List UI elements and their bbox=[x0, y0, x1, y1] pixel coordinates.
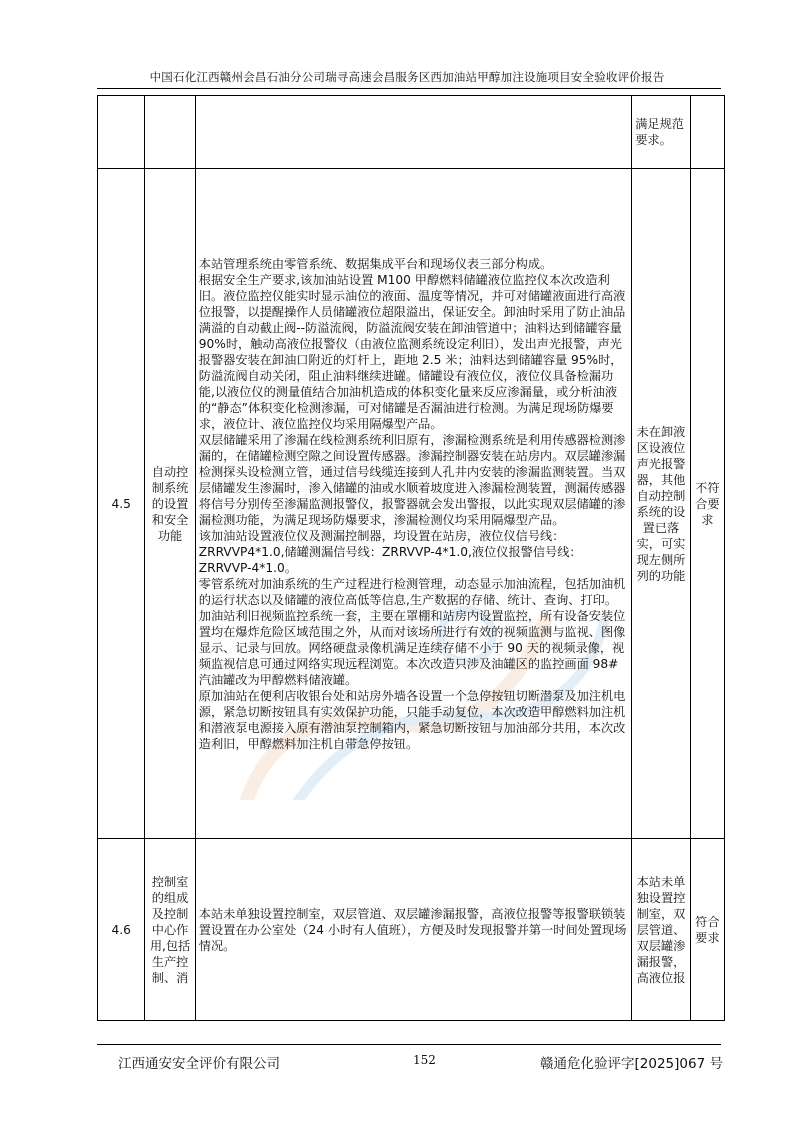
check-content bbox=[195, 169, 631, 839]
row-number: 4.5 bbox=[98, 169, 145, 839]
content-paragraph: 双层储罐采用了渗漏在线检测系统利旧原有，渗漏检测系统是利用传感器检测渗漏的，在储罐检测空隙之间设置传感器。渗漏控制器安装在站房内。双层罐渗漏检测探头设检测立管，通过信号线缆连接到人孔井内安装的渗漏监测装置。当双层储罐发生渗漏时，渗入储罐的油或水顺着坡度进入渗漏检测装置，测漏传感器将信号分别传至渗漏监测报警仪，报警器就会发出警报，以此实现双层储罐的渗漏检测功能，为满足现场防爆要求，渗漏检测仪均采用隔爆型产品。 bbox=[198, 432, 626, 527]
table-row bbox=[98, 96, 725, 169]
check-conclusion: 符合要求 bbox=[690, 839, 724, 1021]
row-number: 4.6 bbox=[98, 839, 145, 1021]
check-result: 本站未单独设置控制室，双层管道、双层罐渗漏报警，高液位报 bbox=[632, 839, 690, 1021]
check-item bbox=[145, 96, 195, 169]
footer-company: 江西通安安全评价有限公司 bbox=[118, 1056, 280, 1072]
check-result: 满足规范要求。 bbox=[632, 96, 690, 169]
evaluation-table bbox=[97, 95, 725, 1021]
content-paragraph: 该加油站设置液位仪及测漏控制器，均设置在站房，液位仪信号线：ZRRVVP4*1.0,储罐测漏信号线：ZRRVVP-4*1.0,液位仪报警信号线：ZRRVVP-4*1.0。 bbox=[198, 528, 582, 575]
check-content bbox=[195, 839, 631, 1021]
content-paragraph: 原加油站在便利店收银台处和站房外墙各设置一个急停按钮切断潜泵及加注机电源，紧急切断按钮具有实效保护功能，只能手动复位，本次改造甲醇燃料加注机和潜液泵电源接入原有潜油泵控制箱内，紧急切断按钮与加油部分共用，本次改造利旧，甲醇燃料加注机自带急停按钮。 bbox=[198, 688, 626, 751]
table-row bbox=[98, 169, 725, 839]
content-paragraph: 加油站利旧视频监控系统一套，主要在罩棚和站房内设置监控，所有设备安装位置均在爆炸危险区域范围之外，从而对该场所进行有效的视频监测与监视、图像显示、记录与回放。网络硬盘录像机满足连续存储不小于 90 天的视频录像，视频监视信息可通过网络实现远程浏览。本次改造只涉及油罐区的监控画面 98#汽油罐改为甲醇燃料储液罐。 bbox=[198, 608, 626, 687]
check-conclusion bbox=[690, 96, 724, 169]
content-paragraph: 本站管理系统由零管系统、数据集成平台和现场仪表三部分构成。 bbox=[198, 256, 553, 271]
table-row bbox=[98, 839, 725, 1021]
check-item: 自动控制系统的设置和安全功能 bbox=[145, 169, 195, 839]
row-number bbox=[98, 96, 145, 169]
content-paragraph: 本站未单独设置控制室，双层管道、双层罐渗漏报警，高液位报警等报警联锁装置设置在办公室处（24 小时有人值班），方便及时发现报警并第一时间处置现场情况。 bbox=[198, 906, 627, 953]
header-divider bbox=[97, 88, 721, 89]
report-header-title: 中国石化江西赣州会昌石油分公司瑞寻高速会昌服务区西加油站甲醇加注设施项目安全验收评价报告 bbox=[149, 70, 665, 84]
document-code: 赣通危化验评字[2025]067 号 bbox=[540, 1056, 723, 1072]
check-item: 控制室的组成及控制中心作用,包括生产控制、消 bbox=[145, 839, 195, 1021]
content-paragraph: 根据安全生产要求,该加油站设置 M100 甲醇燃料储罐液位监控仪本次改造利旧。液位监控仪能实时显示油位的液面、温度等情况，并可对储罐液面进行高液位报警，以提醒操作人员储罐液位超限溢出，保证安全。卸油时采用了防止油品满溢的自动截止阀--防溢流阀，防溢流阀安装在卸油管道中；油料达到储罐容量 90%时，触动高液位报警仪（由液位监测系统设定利旧），发出声光报警，声光报警器安装在卸油口附近的灯杆上，距地 2.5 米；油料达到储罐容量 95%时，防溢流阀自动关闭，阻止油料继续进罐。储罐设有液位仪，液位仪具备检漏功能,以液位仪的测量值结合加油机造成的体积变化量来反应渗漏量，或分析油液的“静态”体积变化检测渗漏，可对储罐是否漏油进行检测。为满足现场防爆要求，液位计、液位监控仪均采用隔爆型产品。 bbox=[198, 272, 626, 431]
check-content bbox=[195, 96, 631, 169]
footer-divider bbox=[97, 1044, 721, 1045]
check-result: 未在卸液区设液位声光报警器，其他自动控制系统的设置已落实，可实现左侧所列的功能 bbox=[632, 169, 690, 839]
check-conclusion: 不符合要求 bbox=[690, 169, 724, 839]
content-paragraph: 零管系统对加油系统的生产过程进行检测管理，动态显示加油流程，包括加油机的运行状态以及储罐的液位高低等信息,生产数据的存储、统计、查询、打印。 bbox=[198, 576, 626, 607]
page-number: 152 bbox=[413, 1053, 436, 1067]
